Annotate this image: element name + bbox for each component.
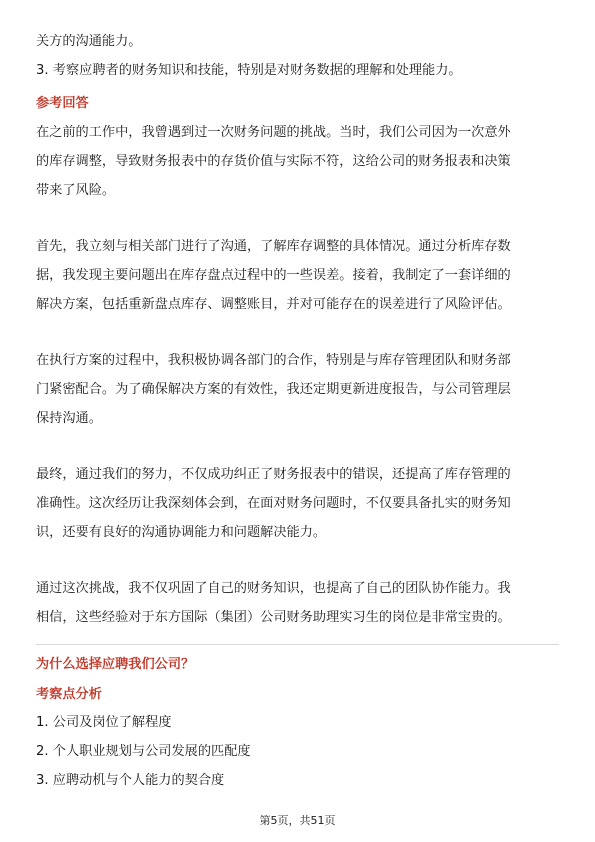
text-line: 相信，这些经验对于东方国际（集团）公司财务助理实习生的岗位是非常宝贵的。 (36, 610, 511, 625)
text-line: 带来了风险。 (36, 183, 116, 198)
text-line: 准确性。这次经历让我深刻体会到，在面对财务问题时，不仅要具备扎实的财务知 (36, 496, 511, 511)
analysis-heading: 考察点分析 (36, 687, 102, 702)
section-divider (36, 644, 559, 645)
text-line: 的库存调整，导致财务报表中的存货价值与实际不符，这给公司的财务报表和决策 (36, 154, 511, 169)
list-item: 3. 应聘动机与个人能力的契合度 (36, 773, 225, 788)
text-line: 关方的沟通能力。 (36, 34, 142, 49)
text-line: 门紧密配合。为了确保解决方案的有效性，我还定期更新进度报告，与公司管理层 (36, 382, 511, 397)
answer-heading: 参考回答 (36, 96, 89, 111)
text-line: 首先，我立刻与相关部门进行了沟通，了解库存调整的具体情况。通过分析库存数 (36, 239, 511, 254)
question-title: 为什么选择应聘我们公司？ (36, 657, 195, 672)
text-line: 解决方案，包括重新盘点库存、调整账目，并对可能存在的误差进行了风险评估。 (36, 297, 511, 312)
list-item: 1. 公司及岗位了解程度 (36, 715, 172, 730)
page-number: 第5页，共51页 (259, 814, 336, 827)
list-item: 2. 个人职业规划与公司发展的匹配度 (36, 744, 251, 759)
text-line: 在之前的工作中，我曾遇到过一次财务问题的挑战。当时，我们公司因为一次意外 (36, 125, 511, 140)
text-line: 识，还要有良好的沟通协调能力和问题解决能力。 (36, 525, 327, 540)
text-line: 在执行方案的过程中，我积极协调各部门的合作，特别是与库存管理团队和财务部 (36, 353, 511, 368)
text-line: 3. 考察应聘者的财务知识和技能，特别是对财务数据的理解和处理能力。 (36, 63, 462, 78)
text-line: 保持沟通。 (36, 411, 102, 426)
text-line: 据，我发现主要问题出在库存盘点过程中的一些误差。接着，我制定了一套详细的 (36, 268, 511, 283)
text-line: 最终，通过我们的努力，不仅成功纠正了财务报表中的错误，还提高了库存管理的 (36, 467, 511, 482)
text-line: 通过这次挑战，我不仅巩固了自己的财务知识，也提高了自己的团队协作能力。我 (36, 581, 511, 596)
